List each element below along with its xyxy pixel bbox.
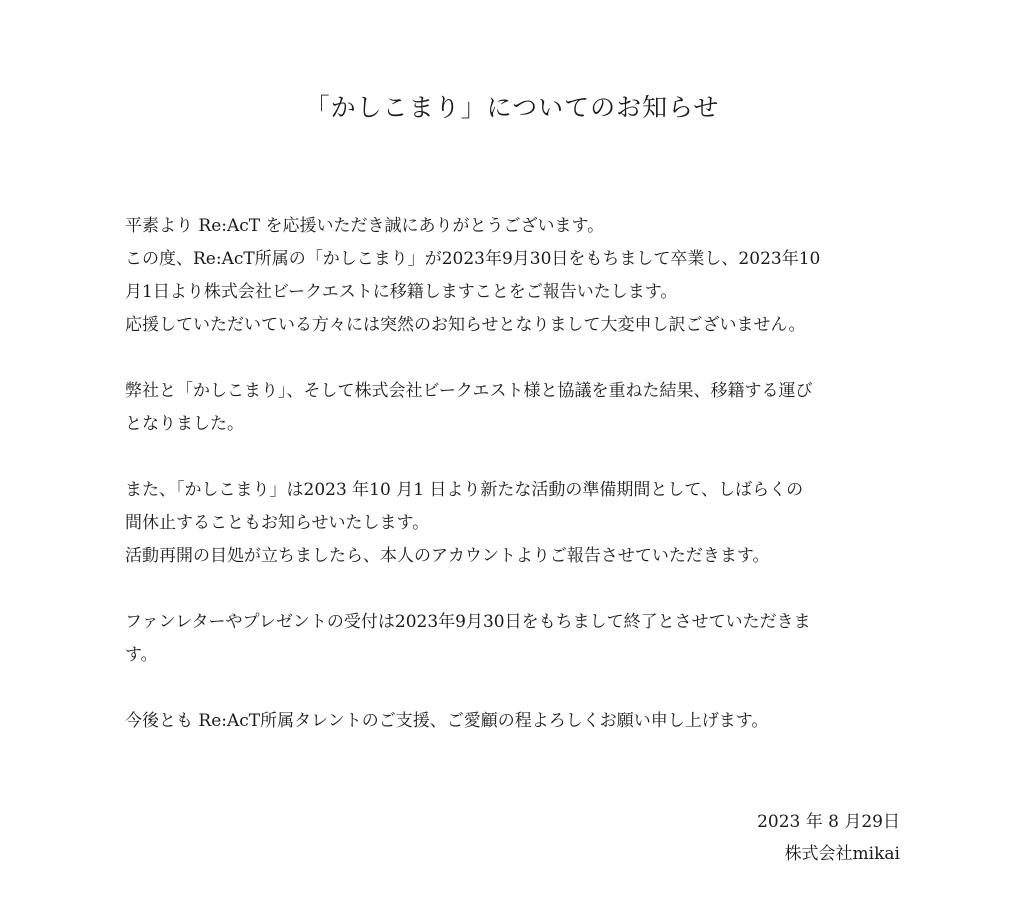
paragraph-line: ファンレターやプレゼントの受付は2023年9月30日をもちまして終了とさせていただきま — [125, 612, 811, 632]
document-title: 「かしこまり」についてのお知らせ — [304, 93, 720, 122]
paragraph-line: 応援していただいている方々には突然のお知らせとなりまして大変申し訳ございません。 — [125, 315, 806, 335]
paragraph-greeting — [125, 210, 900, 342]
paragraph-hiatus — [125, 474, 900, 573]
paragraph-fan-letters — [125, 606, 900, 672]
paragraph-line: 月1日より株式会社ビークエストに移籍しますことをご報告いたします。 — [125, 282, 678, 302]
paragraph-line: また、「かしこまり」は2023 年10 月1 日より新たな活動の準備期間として、しばらくの — [125, 480, 804, 500]
paragraph-agreement — [125, 375, 900, 441]
paragraph-closing — [125, 705, 900, 738]
paragraph-line: となりました。 — [125, 414, 244, 434]
document-body — [125, 210, 900, 771]
paragraph-line: す。 — [125, 645, 158, 665]
signature-company: 株式会社mikai — [784, 844, 900, 864]
signature-block — [757, 806, 900, 870]
signature-date: 2023 年 8 月29日 — [757, 812, 900, 832]
paragraph-line: 弊社と「かしこまり」、そして株式会社ビークエスト様と協議を重ねた結果、移籍する運び — [125, 381, 813, 401]
paragraph-line: 間休止することもお知らせいたします。 — [125, 513, 430, 533]
paragraph-line: 平素より Re:AcT を応援いただき誠にありがとうございます。 — [125, 216, 605, 236]
paragraph-line: この度、Re:AcT所属の「かしこまり」が2023年9月30日をもちまして卒業し、2023年10 — [125, 249, 821, 269]
paragraph-line: 活動再開の目処が立ちましたら、本人のアカウントよりご報告させていただきます。 — [125, 546, 770, 566]
paragraph-line: 今後とも Re:AcT所属タレントのご支援、ご愛顧の程よろしくお願い申し上げます。 — [125, 711, 769, 731]
